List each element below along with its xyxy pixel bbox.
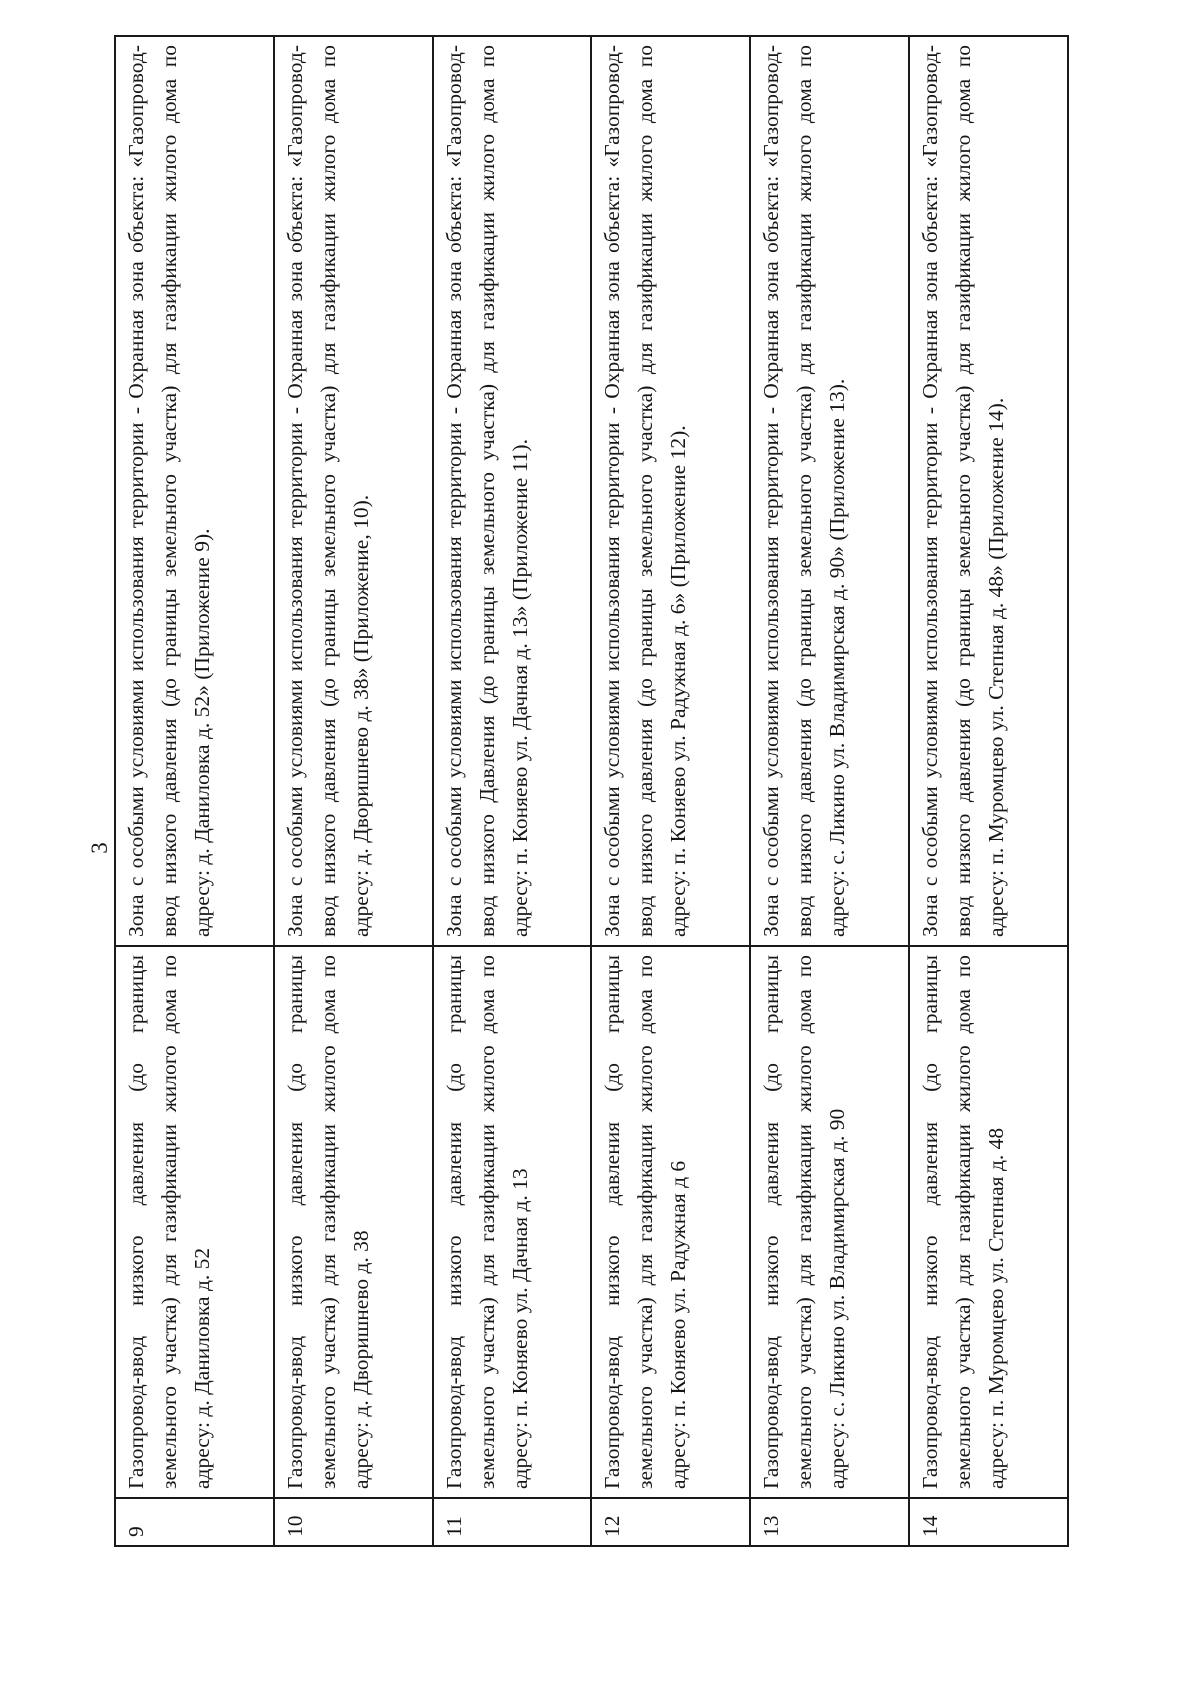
row-number: 11 [433, 1498, 592, 1546]
zone-description-cell: Зона с особыми условиями использования территории - Охранная зона объекта: «Газопровод-ввод низкого давления (до границы земельного участка) для газификации жилого дома по адресу: д. Даниловка д. 52» (Приложение 9). [115, 36, 274, 946]
row-number: 9 [115, 1498, 274, 1546]
object-name-cell: Газопровод-ввод низкого давления (до границы земельного участка) для газификации жилого дома по адресу: п. Муромцево ул. Степная д. 48 [909, 946, 1068, 1498]
zone-description-cell: Зона с особыми условиями использования территории - Охранная зона объекта: «Газопровод-ввод низкого Давления (до границы земельного участка) для газификации жилого дома по адресу: п. Коняево ул. Дачная д. 13» (Приложение 11). [433, 36, 592, 946]
table-row [433, 36, 592, 1546]
table-row [591, 36, 750, 1546]
zone-description-cell: Зона с особыми условиями использования территории - Охранная зона объекта: «Газопровод-ввод низкого давления (до границы земельного участка) для газификации жилого дома по адресу: с. Ликино ул. Владимирская д. 90» (Приложение 13). [750, 36, 909, 946]
table-row [909, 36, 1068, 1546]
object-name-cell: Газопровод-ввод низкого давления (до границы земельного участка) для газификации жилого дома по адресу: д. Даниловка д. 52 [115, 946, 274, 1498]
row-number: 14 [909, 1498, 1068, 1546]
object-name-cell: Газопровод-ввод низкого давления (до границы земельного участка) для газификации жилого дома по адресу: д. Дворишнево д. 38 [274, 946, 433, 1498]
zones-table [114, 35, 1069, 1547]
row-number: 10 [274, 1498, 433, 1546]
row-number: 12 [591, 1498, 750, 1546]
object-name-cell: Газопровод-ввод низкого давления (до границы земельного участка) для газификации жилого дома по адресу: с. Ликино ул. Владимирская д. 90 [750, 946, 909, 1498]
zone-description-cell: Зона с особыми условиями использования территории - Охранная зона объекта: «Газопровод-ввод низкого давления (до границы земельного участка) для газификации жилого дома по адресу: п. Коняево ул. Радужная д. 6» (Приложение 12). [591, 36, 750, 946]
table-row [274, 36, 433, 1546]
table-row [750, 36, 909, 1546]
zone-description-cell: Зона с особыми условиями использования территории - Охранная зона объекта: «Газопровод-ввод низкого давления (до границы земельного участка) для газификации жилого дома по адресу: д. Дворишнево д. 38» (Приложение, 10). [274, 36, 433, 946]
rotated-table-container [114, 37, 1069, 1547]
row-number: 13 [750, 1498, 909, 1546]
object-name-cell: Газопровод-ввод низкого давления (до границы земельного участка) для газификации жилого дома по адресу: п. Коняево ул. Радужная д 6 [591, 946, 750, 1498]
page-number: 3 [87, 842, 112, 854]
zone-description-cell: Зона с особыми условиями использования территории - Охранная зона объекта: «Газопровод-ввод низкого давления (до границы земельного участка) для газификации жилого дома по адресу: п. Муромцево ул. Степная д. 48» (Приложение 14). [909, 36, 1068, 946]
object-name-cell: Газопровод-ввод низкого давления (до границы земельного участка) для газификации жилого дома по адресу: п. Коняево ул. Дачная д. 13 [433, 946, 592, 1498]
table-row [115, 36, 274, 1546]
